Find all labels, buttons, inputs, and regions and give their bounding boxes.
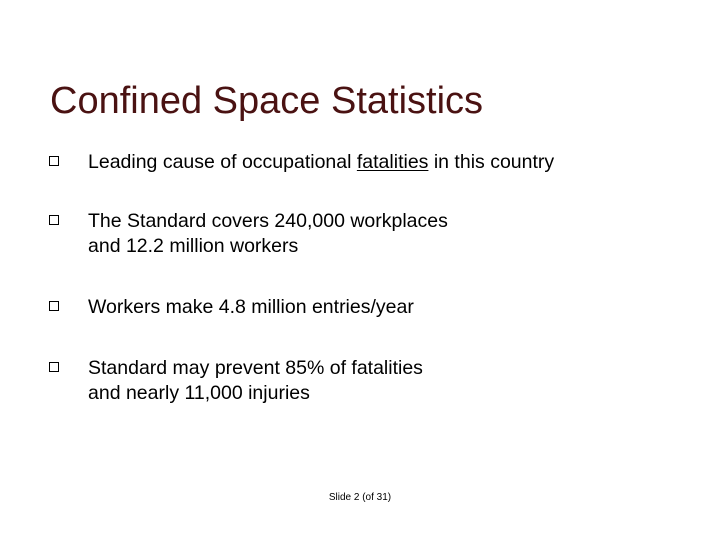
bullet-text-1-before: Leading cause of occupational <box>88 151 357 173</box>
bullet-text-3-line-1: Workers make 4.8 million entries/year <box>88 296 414 318</box>
hollow-square-bullet-icon <box>49 156 59 166</box>
slide-title: Confined Space Statistics <box>50 80 484 122</box>
bullet-text-2-line-1: The Standard covers 240,000 workplaces <box>88 210 448 232</box>
hollow-square-bullet-icon <box>49 301 59 311</box>
bullet-text-3 <box>88 295 414 320</box>
slide-number-footer: Slide 2 (of 31) <box>328 492 392 503</box>
bullet-text-1-after: in this country <box>428 151 555 173</box>
bullet-text-1 <box>88 150 554 175</box>
bullet-text-4-line-2: and nearly 11,000 injuries <box>88 382 310 404</box>
bullet-text-2-line-2: and 12.2 million workers <box>88 235 299 257</box>
hollow-square-bullet-icon <box>49 215 59 225</box>
bullet-text-4 <box>88 356 423 406</box>
fatalities-underlined-text: fatalities <box>356 151 429 173</box>
bullet-text-4-line-1: Standard may prevent 85% of fatalities <box>88 357 423 379</box>
hollow-square-bullet-icon <box>49 362 59 372</box>
bullet-text-2 <box>88 209 448 259</box>
